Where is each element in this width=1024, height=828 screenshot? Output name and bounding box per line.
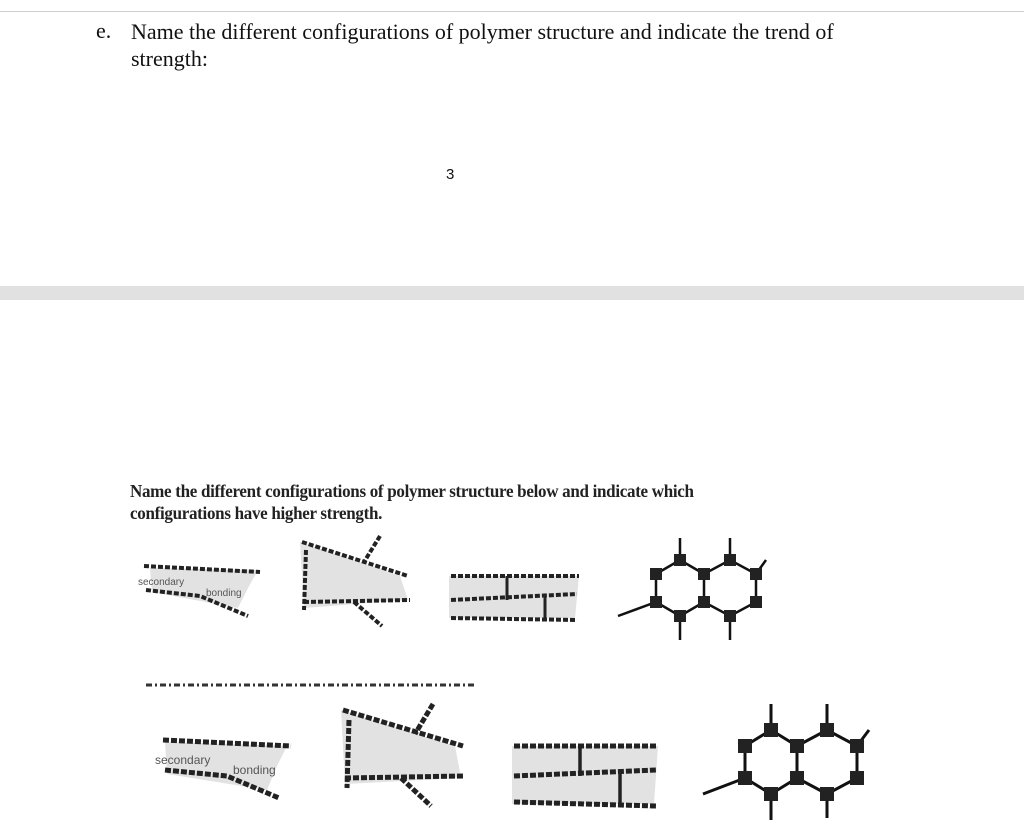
branched-polymer-diagram xyxy=(300,536,410,626)
polymer-diagrams-small xyxy=(130,530,780,645)
linear-polymer-diagram-large xyxy=(155,740,291,798)
network-polymer-diagram xyxy=(618,538,766,640)
cross-linked-polymer-diagram xyxy=(449,576,579,620)
polymer-diagrams-large xyxy=(155,700,875,825)
figure-prompt: Name the different configurations of polymer structure below and indicate which configurations have higher strength. xyxy=(130,481,694,523)
cross-linked-polymer-diagram-large xyxy=(512,746,658,806)
branched-polymer-diagram-large xyxy=(341,704,465,806)
garbled-scan-line xyxy=(146,676,476,684)
bonding-label-large: bonding xyxy=(233,763,276,777)
question-text: Name the different configurations of polymer structure and indicate the trend of strength: xyxy=(131,19,834,71)
bonding-label: bonding xyxy=(206,588,242,599)
secondary-label-large: secondary xyxy=(155,753,211,767)
secondary-label: secondary xyxy=(138,577,185,588)
network-polymer-diagram-large xyxy=(703,704,869,820)
linear-polymer-diagram xyxy=(138,566,260,616)
page-number: 3 xyxy=(446,166,455,183)
top-rule xyxy=(0,11,1024,12)
question-label: e. xyxy=(96,18,112,43)
page-separator xyxy=(0,286,1024,300)
polymer-diagram-row-2 xyxy=(155,700,875,825)
polymer-diagram-row-1 xyxy=(130,530,780,645)
